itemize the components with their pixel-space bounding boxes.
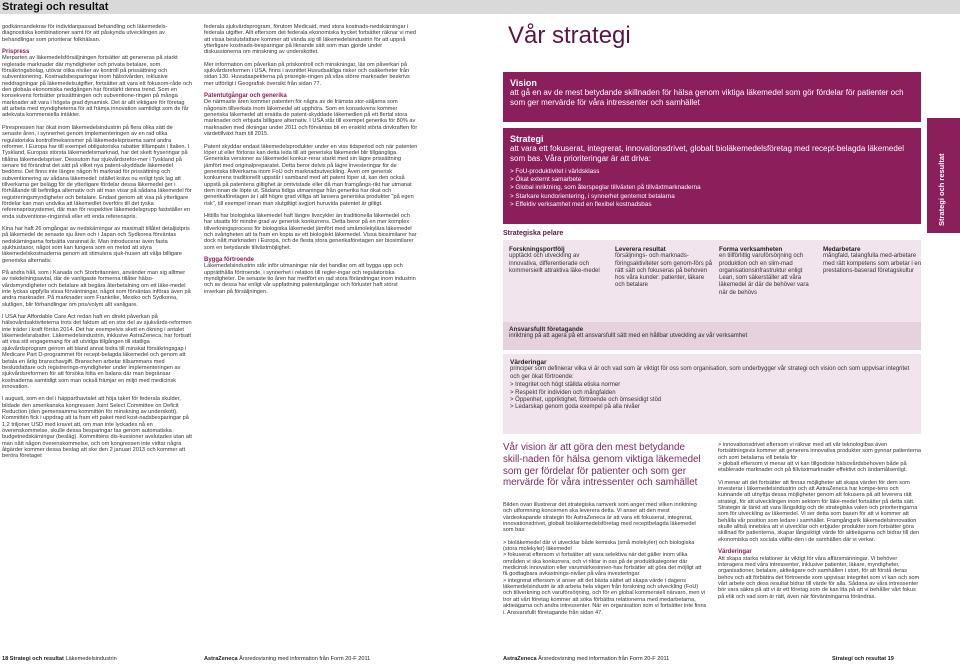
footer-left (2, 655, 117, 663)
footer-brand: AstraZeneca (503, 656, 537, 662)
paragraph: federala sjukvårdsprogram, förutom Medicaid, med stora kostnads-nedskärningar i federala utgifter. Allt eftersom det federala ekonomiska trycket fortsätter räknar vi med att vissa beslutsfattare kommer att vända sig till läkemedelsindustrin för att uppnå ytterligare kostnads-besparingar på liknande sätt som man gjorde under diskussionerna om minskning av underskottet. (204, 24, 417, 56)
paragraph: I augusti, som en del i häpparthavtalet att höja taket för federala skulder, bildade den amerikanska kongressen Joint Select Committee on Deficit Reduction (den gemensamma kommittén för minskning av underskott). Kommittén fick i uppdrag att ta fram ett paket med kost-nadsbesparingar på 1,2 triljoner USD med kravet att, om man inte lyckades nå en överenskommelse, skulle dessa besparingar tas genom automatiska budgetnedskärningar (besläg). Kommitténs dis-kussioner avslutades utan att man nått någon överenskommelse, och om kongressen inte vidtar några åtgärder kommer dessa beslag att ske den 2 januari 2013 och kommer att beröra företaget (2, 396, 192, 460)
pillar-text: mångfald, talangfulla med-arbetare med rätt kompetens som arbetar i en prestations-baserad företagskultur (823, 253, 922, 274)
values-heading: Värderingar (510, 359, 547, 366)
side-tab-label: Strategi och resultat (937, 153, 946, 226)
page-number: 19 (887, 656, 894, 662)
strategi-box (503, 128, 921, 224)
list-item: > bioläkemedel där vi utvecklar både kemiska (små molekyler) och biologiska (stora molekyler) läkemedel (503, 539, 695, 553)
page-title: Strategi och resultat (2, 1, 109, 13)
paragraph: Merparten av läkemedelsförsäljningen fortsätter att genereras på starkt reglerade marknader där myndigheter och privata betalare, som försäkringsbolag, utövar olika nivåer av kontroll på prissättning och subventionering. Kostnadsbesparingar inom hälsovården, inklusive neddragningar på läkemedelsutgifter, fortsätter att vara ett fokusom-råde och den globala ekonomiska nedgången har förstärkt denna trend. Som en konsekvens fortsätter prissättningen och subventione-ringen på många marknader att vara i högsta grad dynamisk. Det är allt viktigare för företag att arbeta med myndigheterna för att främja innovation samtidigt som de får adekvata kommersiella intäkter. (2, 55, 192, 119)
strategi-text: att vara ett fokuserat, integrerat, innovationsdrivet, globalt bioläkemedelsföretag med recept-belagda läkemedel som bas. Våra prioriteringar är att driva: (510, 144, 905, 163)
strategi-heading: Strategi (510, 134, 544, 144)
footer-right (503, 655, 669, 663)
section-heading-patent: Patentutgångar och generika (204, 93, 287, 100)
pillar-medarbetare (823, 246, 923, 275)
values-text: principer som definierar vilka vi är och vad som är viktigt för oss som organisation, som underbygger vår strategi och vision och som uppvisar integritet och ger ökat förtroende: (510, 366, 910, 380)
paragraph: Att skapa starka relationer är viktigt för våra affärsmänningar. Vi behöver interagera med våra intressenter, inklusive patienter, läkare, myndigheter, organisationer, betalare, aktieägare och samhällen i stort, för att förstå deras behov och att förbättra det förtroende som uppvisar integritet som vi kan och som vårt arbete och dess resultat bidrar till värde för alla. Sådana av våra intressenter bör vara säkra på att vi är ett företag som de kan lita på att vi behåller vårt fokus på etik och vad som är rätt, även när förväntningarna förändras. (718, 555, 920, 600)
pillar-text: en tillförlitlig varuförsörjning och produktion och en slim-mad organisationsinfrastruktur enligt Lean, som säkerställer att våra läkemedel är där de behöver vara när de behövs (719, 253, 809, 296)
list-item: > Ökat externt samarbete (510, 176, 582, 184)
foretag-heading: Ansvarsfullt företagande (509, 326, 584, 333)
list-item: > Starkare kundorientering, i synnerhet gentemot betalarna (510, 192, 675, 200)
responsible-business-box (503, 322, 921, 350)
text-column-2 (204, 24, 418, 648)
paragraph: De närmaste åren kommer patenten för några av de främsta stor-säljarna som någonsin tillverkats inom läkemedel att upphöra. Som en konsekvens kommer generiska läkemedel att ersätta de patent-skyddade läkemedlen på ett flertal stora marknader och erbjuda billigare alternativ. I USA står till exempel generika för 80% av marknaden med ökningar under 2011 och förväntas bli en enskild störta drivkraften för värdetillväxt fram till 2015. (204, 99, 418, 138)
list-item: > globalt eftersom vi menar att vi kan tillgodose hälsovårdsbehoven både på etablerade marknader och på tillväxtmarknader effektivt och ändamålsenligt. (718, 461, 907, 474)
list-item: > integrerat eftersom vi anser att det bästa sättet att skapa värde i dagens läkemedelsindustri är att arbeta hela vägen från forskning och utveckling (FoU) och tillverkning och varuförsörjning, och för en global kommersiell närvaro, men vi tror att vårt företag kommer att söka förbättra relationerna med medarbetarna, aktieägarna och andra intressenter. När en organisation som vi fortsätter inte finns i. Ansvarsfullt företagande från sidan 47. (503, 577, 707, 616)
section-heading-varderingar: Värderingar (718, 549, 752, 556)
footer-right-page (832, 655, 894, 663)
values-box (503, 354, 921, 434)
paragraph: Pirespressen har ökat inom läkemedelsindustrin på flera olika sätt de senaste åren, i synnerhet genom implementeringen av en rad olika regulatoriska kontrollmekanismer på läkemedelsprisema samt andra reformer. I Europa har till exempel obligatoriska rabatter tillämpats i Italien. I Tyskland, Europas största läkemedelsmarknad, har det skett fryseringar på tillåtna läkemedelspriser. Dessutom har sjukvårdsrefor-mer i Tyskland på senare tid förändrat det sätt på vilket nya patent-skyddade läkemedel bedöms. Det finns inte längre någon fri marknad för prissättning och subventionering av sådana läkemedel: istället krävs nu enligt tysk lag att tillverkarna ger belägg för de ytterligare fördelar dessa läkemedel ger i förhållande till befintliga alternativ och att man visar på sådana läkemedel för registreringsmyndigheter och betalare. Endast genom att visa på ytterligare fördelar kan man undvika att läkemedlet överförs till det tyska referensprissystemet, där man för respektive läkemedelsgrupp fastställer en enda subventione-ringsnivå eller ett enda referenspris. (2, 124, 192, 220)
paragraph: Kina har haft 26 omgångar av nedskärningar av maximalt tillåtet detaljistpris på läkemedel de senaste sju åren och i Japan och Sydkorea förväntas nedskärningarna fortsätta varannat år. Man introducerar även fasta sjukhustaxor, något som kan fungera som en metod att styra läkemedelskostnaderna genom att stimulera sjuk-husen att välja billigare generiska alternativ. (2, 225, 190, 264)
list-item: > Respekt för individen och mångfalden (510, 389, 616, 396)
footer-brand: AstraZeneca (204, 656, 238, 662)
list-item: > fokuserat eftersom vi fortsätter att vara selektiva när det gäller inom vilka områden vi ska konkurrera, och vi riktar in oss på de produktkategorier där medicinsk innovation eller varumärkesinnen-hav fortsätter att göra det möjligt att få godtagbara avkastnings-nivåer på våra investeringar (503, 552, 702, 578)
strategy-list-cont (718, 442, 922, 474)
pillar-text: försäljnings- och marknads-föringsaktiviteter som genom-förs på rätt sätt och fokuseras på behoven hos våra kunder: patienter, läkare och betalare (615, 253, 713, 289)
pillar-forskningsportfolj (509, 246, 609, 275)
pillar-title: Leverera resultat (615, 246, 666, 253)
section-heading-bygga: Bygga förtroende (204, 257, 255, 263)
strategy-title: Vår strategi (508, 22, 631, 49)
footer-section: Strategi och resultat (9, 656, 64, 662)
footer-mid (204, 655, 370, 663)
foretag-text: inriktning på att agera på ett ansvarsfullt sätt med en hållbar utveckling av vår verksamhet (509, 333, 748, 340)
list-item: > Global inriktning, som återspeglar tillväxten på tillväxtmarknaderna (510, 184, 701, 192)
paragraph: På andra håll, som i Kanada och Storbritannien, använder man sig alltmer av riskdelningsavtal, där de vanligaste formerna tillåter hälso-vårdsmyndigheter och betalare att begära återbetalning om ett läke-medel inte lyckas uppfylla vissa förväntningar, något som förväntas införas även på andra marknader. På marknader som Frankrike, Mexiko och Sydkorea, slutligen, blir förhandlingar om pris/volym allt vanligare. (2, 270, 191, 308)
page-header-bar (0, 0, 960, 14)
footer-sub: Läkemedelsindustrin (65, 656, 117, 662)
paragraph: Mer information om påverkan på priskontroll och minskningar, läs om påverkan på sjukvårdsreformen i USA, finns i avsnittet Huvudsakliga risker och osäkerheter från sidan 130. Huvudaspekterna på prisregle-ringen på våra större marknader beskrivs mer utförligt i Geografisk översikt från sidan 77. (204, 61, 410, 87)
strategy-list (503, 540, 707, 616)
list-item: > Integritet och högt ställda etiska normer (510, 382, 621, 389)
paragraph: Hittills har biologiska läkemedel haft längre livscykler än traditionella läkemedel och har utsatts för mindre grad av generisk konkurrens. Detta beror på en mer komplex tillverkningsprocess för biologiska läkemedel jämfört med småmolekylära läkemedel och svårigheten att ta fram en kopia av ett biologiskt läkemedel. Vissa biosimilarer har dock nått marknaden i Europa, och de flesta stora generikaföretagen ser biosimilarer som en betydande tillväxtmöjlighet. (204, 212, 417, 251)
list-item: > Effektiv verksamhet med en flexibel kostnadsbas (510, 200, 652, 208)
paragraph: I USA har Affordable Care Act redan haft en direkt påverkan på hälsovårdsaktiviteterna trots det faktum att en stor del av sjukvårds-reformen inte träder i kraft förrän 2014. Det har exempelvis skett en ökning i antalet läkemedelsrabatter. Läkemedelsindustrin, inklusive AstraZeneca, har fortsatt att visa sitt engagemang för att utvidga tillgången till statliga sjukvårdsprogram genom att bland annat bidra till minskat försäkringsgap i Medicare Part D-programmet för recept-belagda läkemedel och genom att betala en årlig branschavgift. Branschen arbetar tillsammans med beslutsfattare och registrerings-myndigheter under implementeringen av sjukvårdsreformen för att försöka hitta en balans där man begränsar kostnaderna samtidigt som man också främjar en miljö med medicinsk innovation. (2, 314, 192, 390)
section-side-tab (927, 118, 960, 233)
pillar-forma (719, 246, 819, 297)
text-column-4 (718, 442, 922, 652)
vision-box (503, 72, 921, 122)
pillars-heading: Strategiska pelare (503, 230, 564, 237)
list-item: > Ledarskap genom goda exempel på alla nivåer (510, 404, 640, 411)
paragraph: Patent skyddar endast läkemedelsprodukter under en viss tidsperiod och när patenten löper ut eller förloras kan detta leda till att generiska läkemedel blir tillgängliga. Generiska versioner av läkemedel konkur-rerar starkt med sin lägre prissättning jämfört med originalpreparatet. Detta beror delvis på lägre investeringar för de generiska tillverkarna inom FoU och marknadsutveckling. Även om generisk konkurrens traditionellt uppstår i samband med att patent löper ut, kan den också uppstå på patentens giltighet är omtvistade eller då man framgångs-rikt har utmanat dem innan de löpte ut. Sådana tidiga utmaningar från generika har ökat och generikaföretagen är i allt högre grad villiga att lansera generiska produkter "på egen risk", till exempel innan man slutgiltigt avgjort huruvida patentet är giltigt. (204, 143, 418, 207)
list-item: > Öppenhet, uppriktighet, förtroende och ömsesidigt stöd (510, 397, 662, 404)
pillar-leverera (615, 246, 715, 290)
list-item: > FoU-produktivitet i världsklass (510, 168, 600, 175)
pillar-title: Forma verksamheten (719, 246, 783, 253)
paragraph: godkännandekrav för individanpassad behandling och läkemedels-diagnostiska kombinationer samt för att påskynda utvecklingen av behandlingar som prioriterar folkhälsan. (2, 24, 168, 43)
footer-section: Strategi och resultat (832, 656, 887, 662)
section-heading-prispress: Prispress (2, 49, 30, 56)
list-item: > innovationsdrivet eftersom vi räknar med att vår teknologibas även fortsättningsvis kommer att generera innovativa produkter som gynnar patienterna och som betalarna vill betala för (718, 442, 922, 461)
pull-quote: Vår vision är att göra den mest betydande skill-naden för hälsa genom viktiga läkemedel som ger fördelar för patienter och som ger mervärde för våra intressenter och samhället (503, 442, 701, 489)
values-list (510, 382, 914, 412)
paragraph: Läkemedelsindustrin står inför utmaningar när det handlar om att bygga upp och upprätthålla förtroende, i synnerhet i relation till regler-ingar och regulatoriska myndigheter. De senaste tio åren har medfört en rad stora förändringar inom industrin och av dessa har enligt vår uppfattning patentutgångar och förluster haft störst inverkan på försäljningen. (204, 263, 416, 295)
paragraph: Bilden ovan illustrerar det strategiska ramverk som anger med vilken inriktning och utformning koncernen ska leverera detta. Vi anser att den mest värdeskapande strategin för AstraZeneca är att vara ett fokuserat, integrerat, innovationsdrivet, globalt bioläkemedelsföretag med receptbelagda läkemedel som bas: (503, 502, 697, 534)
pillar-text: upptäckt och utveckling av innovativa, differentierade och kommersiellt attraktiva läke-medel (509, 253, 600, 274)
text-column-3 (503, 502, 707, 652)
footer-text: Årsredovisning med information från Form 20-F 2011 (239, 656, 371, 662)
page-number: 18 (2, 656, 9, 662)
pillar-title: Medarbetare (823, 246, 861, 253)
paragraph: Vi menar att det fortsätter att finnas möjligheter att skapa värden för dem som investerar i läkemedelsindustrin och att AstraZeneca har kompe-tens och kunnande att utnyttja dessa möjligheter genom att fokusera på att leverera rätt strategi, för att utvecklingen inom sektorn för läke-medel fortsätter på detta sätt. Strategin är tänkt att vara långsiktig och de strategiska valen och prioriteringarna som för utveckling av läkemedel. Vi ser detta som basen för att vi kommer att behålla vår position som ledare i samhället. Framgångsrik läkemedelsinnovation skulle alltså innebära att vi utvecklar och erbjuder produkter som fortsätter göra skillnad för patienterna, skapar långsiktigt värde för aktieägarna och bidrar till den ekonomiska och sociala välfär-den i de samhällen där vi verkar. (718, 479, 920, 543)
vision-text: att gå en av de mest betydande skillnaden för hälsa genom viktiga läkemedel som gör fördelar för patienter och som ger mervärde för våra intressenter och samhället (510, 88, 904, 107)
text-column-1 (2, 24, 192, 648)
footer-text: Årsredovisning med information från Form 20-F 2011 (538, 656, 670, 662)
vision-heading: Vision (510, 78, 537, 88)
pillar-title: Forskningsportfölj (509, 246, 565, 253)
strategi-list (510, 168, 914, 209)
